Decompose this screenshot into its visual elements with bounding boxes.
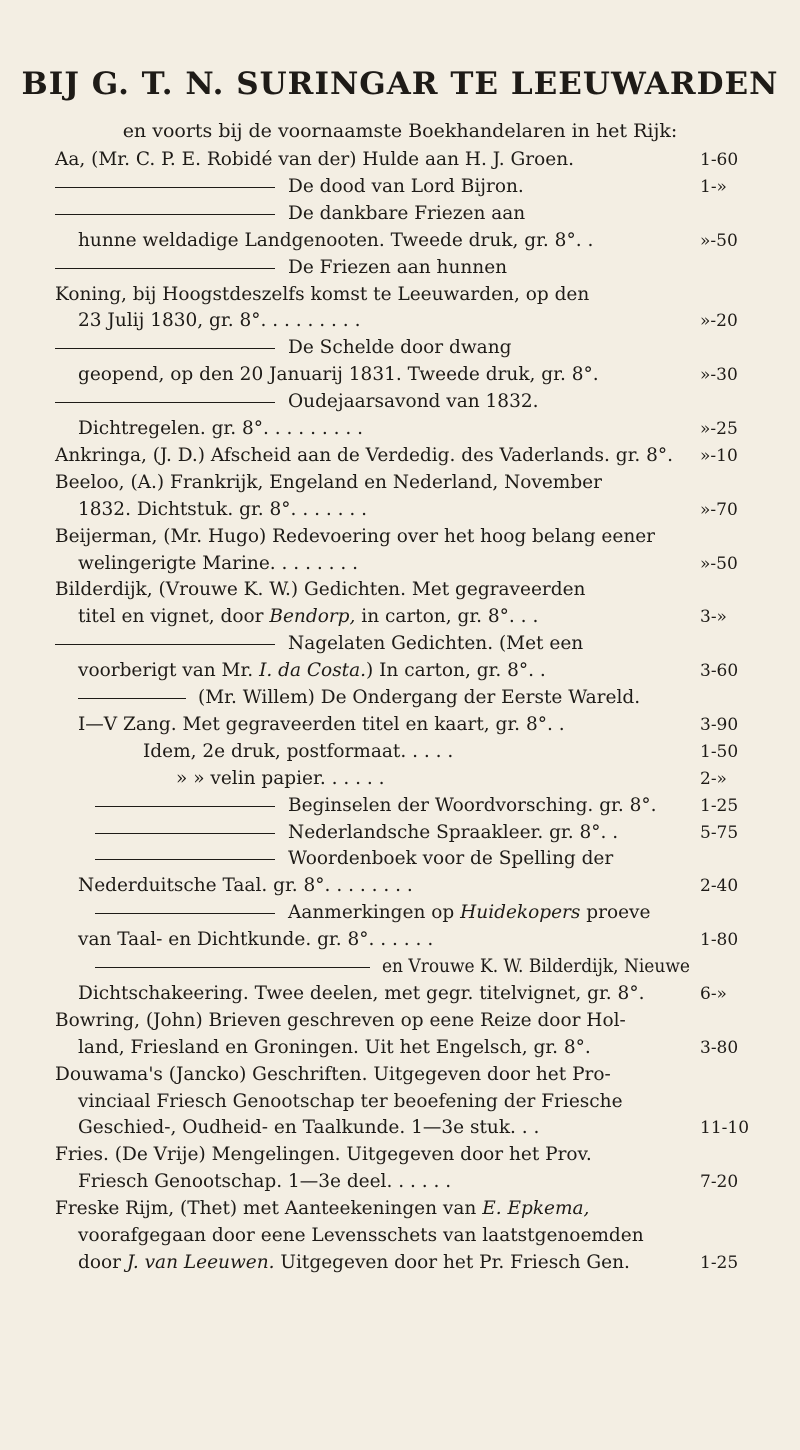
entry-text: Oudejaarsavond van 1832. xyxy=(288,391,539,413)
entry-text: De dood van Lord Bijron. xyxy=(288,175,524,197)
entry-price: 6-» xyxy=(700,983,727,1004)
entry-price: 11-10 xyxy=(700,1118,750,1139)
ditto-dash xyxy=(95,806,275,807)
entry-text-italic: I. da Costa. xyxy=(259,660,367,682)
page-subtitle: en voorts bij de voornaamste Boekhandelaren in het Rijk: xyxy=(122,120,678,142)
entry-line xyxy=(55,1008,626,1034)
entry-price: 1-60 xyxy=(700,150,739,170)
entry-text: Beijerman, (Mr. Hugo) Redevoering over het hoog belang eener xyxy=(55,525,656,547)
entry-price: 1-25 xyxy=(700,795,739,816)
entry-text: Geschied-, Oudheid- en Taalkunde. 1—3e stuk. . . xyxy=(78,1117,540,1139)
entry-line xyxy=(288,174,524,200)
entry-line xyxy=(288,201,525,227)
entry-line xyxy=(198,685,640,711)
entry-text: van Taal- en Dichtkunde. gr. 8°. . . . . . xyxy=(78,929,434,951)
entry-line xyxy=(55,577,585,603)
entry-price: 3-80 xyxy=(700,1037,739,1058)
entry-text: Bowring, (John) Brieven geschreven op eene Reize door Hol- xyxy=(55,1009,626,1031)
entry-text: hunne weldadige Landgenooten. Tweede druk, gr. 8°. . xyxy=(78,229,594,251)
entry-price: 1-25 xyxy=(700,1252,739,1273)
entry-line xyxy=(288,846,613,872)
entry-text: Nagelaten Gedichten. (Met een xyxy=(288,633,584,655)
entry-price: 2-40 xyxy=(700,876,739,897)
entry-price: »-10 xyxy=(700,445,738,466)
entry-text: Friesch Genootschap. 1—3e deel. . . . . . xyxy=(78,1171,452,1193)
ditto-dash xyxy=(95,859,275,860)
entry-text: Fries. (De Vrije) Mengelingen. Uitgegeven door het Prov. xyxy=(55,1144,592,1166)
entry-line xyxy=(78,712,565,738)
entry-line xyxy=(55,1142,592,1168)
entry-text: welingerigte Marine. . . . . . . . xyxy=(78,552,358,574)
entry-text: Nederduitsche Taal. gr. 8°. . . . . . . . xyxy=(78,875,413,897)
entry-text: in carton, gr. 8°. . . xyxy=(355,606,539,628)
entry-line xyxy=(176,766,385,792)
entry-line xyxy=(143,739,453,765)
entry-line xyxy=(78,1250,630,1276)
entry-line xyxy=(288,900,650,926)
entry-text: Ankringa, (J. D.) Afscheid aan de Verdedig. des Vaderlands. gr. 8°. xyxy=(55,444,674,466)
entry-price: »-50 xyxy=(700,553,738,574)
ditto-dash xyxy=(95,833,275,834)
entry-text: Freske Rijm, (Thet) met Aanteekeningen van xyxy=(55,1198,483,1220)
entry-text: titel en vignet, door xyxy=(78,606,270,628)
entry-text: ) In carton, gr. 8°. . xyxy=(366,660,546,682)
entry-line xyxy=(78,551,358,577)
entry-price: 2-» xyxy=(700,768,727,789)
entry-text-italic: Huidekopers xyxy=(460,902,581,924)
entry-line xyxy=(78,228,593,254)
entry-text: Idem, 2e druk, postformaat. . . . . xyxy=(143,740,454,762)
entry-text: Nederlandsche Spraakleer. gr. 8°. . xyxy=(288,821,619,843)
entry-text: Dichtschakeering. Twee deelen, met gegr. titelvignet, gr. 8°. xyxy=(78,982,645,1004)
ditto-dash xyxy=(55,402,275,403)
ditto-dash xyxy=(55,214,275,215)
entry-line xyxy=(55,470,602,496)
entry-line xyxy=(78,1089,623,1115)
entry-line xyxy=(55,282,589,308)
entry-price: 1-80 xyxy=(700,930,739,951)
ditto-dash xyxy=(95,967,370,968)
entry-text: Woordenboek voor de Spelling der xyxy=(288,848,614,870)
entry-line xyxy=(288,335,511,361)
entry-line xyxy=(78,497,367,523)
entry-line xyxy=(78,308,360,334)
entry-line xyxy=(288,389,539,415)
entry-text: De Friezen aan hunnen xyxy=(288,256,508,278)
entry-text: Beginselen der Woordvorsching. gr. 8°. xyxy=(288,794,657,816)
entry-line xyxy=(288,820,618,846)
entry-text: » » velin papier. . . . . . xyxy=(176,767,385,789)
entry-line xyxy=(78,981,644,1007)
entry-text: en Vrouwe K. W. Bilderdijk, Nieuwe xyxy=(382,956,690,977)
entry-text: De dankbare Friezen aan xyxy=(288,202,526,224)
entry-text: De Schelde door dwang xyxy=(288,337,512,359)
entry-line xyxy=(55,1196,589,1222)
entry-price: 1-50 xyxy=(700,741,739,762)
entry-line xyxy=(78,604,538,630)
entry-text: proeve xyxy=(580,902,651,924)
entry-text-italic: J. van Leeuwen. xyxy=(126,1251,275,1273)
entry-text-italic: E. Epkema, xyxy=(482,1198,590,1220)
entry-line xyxy=(288,631,583,657)
ditto-dash xyxy=(55,644,275,645)
entry-text: Douwama's (Jancko) Geschriften. Uitgegeven door het Pro- xyxy=(55,1063,611,1085)
entry-line xyxy=(78,362,599,388)
entry-text: I—V Zang. Met gegraveerden titel en kaart, gr. 8°. . xyxy=(78,713,565,735)
entry-line xyxy=(78,1223,644,1249)
entry-price: »-70 xyxy=(700,499,738,520)
entry-text: Koning, bij Hoogstdeszelfs komst te Leeuwarden, op den xyxy=(55,283,590,305)
page-title: BIJ G. T. N. SURINGAR TE LEEUWARDEN xyxy=(21,66,779,102)
entry-line xyxy=(78,416,363,442)
entry-price: 5-75 xyxy=(700,822,739,843)
entry-line xyxy=(55,1062,611,1088)
entry-text: (Mr. Willem) De Ondergang der Eerste Wareld. xyxy=(198,687,641,708)
entry-text: voorafgegaan door eene Levensschets van laatstgenoemden xyxy=(78,1225,644,1246)
entry-line xyxy=(55,147,574,173)
entry-line xyxy=(78,1035,591,1061)
entry-line xyxy=(78,658,546,684)
entry-line xyxy=(382,954,690,980)
entry-text: 1832. Dichtstuk. gr. 8°. . . . . . . xyxy=(78,498,367,520)
entry-line xyxy=(55,524,655,550)
entry-text: 23 Julij 1830, gr. 8°. . . . . . . . . xyxy=(78,310,361,332)
ditto-dash xyxy=(55,187,275,188)
entry-price: 3-60 xyxy=(700,661,739,682)
entry-line xyxy=(78,1115,539,1141)
entry-text: voorberigt van Mr. xyxy=(78,660,260,682)
entry-price: »-20 xyxy=(700,311,738,332)
entry-text: Aanmerkingen op xyxy=(288,902,461,924)
entry-price: 1-» xyxy=(700,176,727,197)
entry-line xyxy=(55,443,673,469)
entry-text: vinciaal Friesch Genootschap ter beoefening der Friesche xyxy=(78,1090,623,1112)
entry-text: Uitgegeven door het Pr. Friesch Gen. xyxy=(274,1251,630,1273)
ditto-dash xyxy=(78,698,186,699)
entry-price: »-30 xyxy=(700,365,738,386)
entry-text: Bilderdijk, (Vrouwe K. W.) Gedichten. Met gegraveerden xyxy=(55,579,586,601)
entry-price: 7-20 xyxy=(700,1172,739,1193)
ditto-dash xyxy=(55,348,275,349)
entry-text: geopend, op den 20 Januarij 1831. Tweede druk, gr. 8°. xyxy=(78,364,599,386)
entry-line xyxy=(78,927,433,953)
entry-line xyxy=(78,873,413,899)
entry-text: Aa, (Mr. C. P. E. Robidé van der) Hulde aan H. J. Groen. xyxy=(55,149,575,170)
entry-line xyxy=(288,255,507,281)
entry-line xyxy=(78,1169,451,1195)
entry-line xyxy=(288,793,657,819)
entry-price: »-25 xyxy=(700,419,738,439)
entry-price: 3-» xyxy=(700,607,727,628)
ditto-dash xyxy=(95,913,275,914)
entry-price: »-50 xyxy=(700,230,738,251)
entry-text: Dichtregelen. gr. 8°. . . . . . . . . xyxy=(78,418,363,439)
ditto-dash xyxy=(55,268,275,269)
entry-price: 3-90 xyxy=(700,714,739,735)
entry-text: land, Friesland en Groningen. Uit het Engelsch, gr. 8°. xyxy=(78,1036,591,1058)
entry-text: Beeloo, (A.) Frankrijk, Engeland en Nederland, November xyxy=(55,471,602,493)
entry-text-italic: Bendorp, xyxy=(269,606,356,628)
entry-text: door xyxy=(78,1251,127,1273)
